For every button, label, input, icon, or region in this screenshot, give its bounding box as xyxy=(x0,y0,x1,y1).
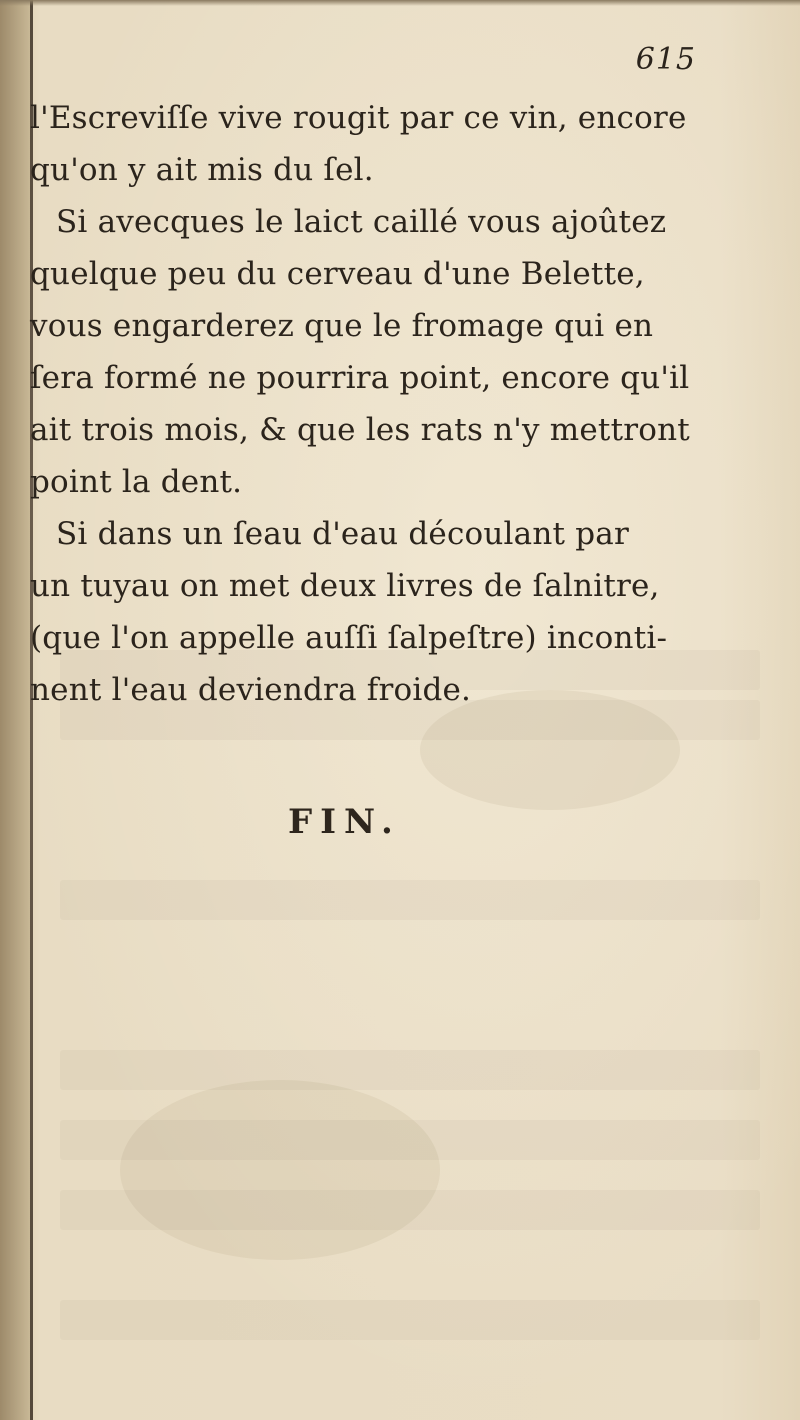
text-line: Si dans un ſeau d'eau découlant par xyxy=(56,516,629,552)
show-through-text xyxy=(60,1300,760,1340)
page-number: 615 xyxy=(635,42,696,77)
text-line: point la dent. xyxy=(30,464,243,500)
text-line: (que l'on appelle auſſi ſalpeſtre) inconti- xyxy=(30,620,668,656)
text-line: Si avecques le laict caillé vous ajoûtez xyxy=(56,204,667,240)
text-line: ſera formé ne pourrira point, encore qu'il xyxy=(30,360,690,396)
paragraph xyxy=(30,508,690,716)
text-line: l'Escreviſſe vive rougit par ce vin, encore xyxy=(30,100,687,136)
show-through-text xyxy=(60,1120,760,1160)
page-gutter xyxy=(0,0,30,1420)
paper-stain xyxy=(120,1080,440,1260)
colophon-fin: FIN. xyxy=(288,802,401,842)
body-text xyxy=(30,92,690,716)
show-through-text xyxy=(60,880,760,920)
text-line: vous engarderez que le fromage qui en xyxy=(30,308,654,344)
text-line: nent l'eau deviendra froide. xyxy=(30,672,472,708)
paragraph xyxy=(30,92,690,196)
text-line: un tuyau on met deux livres de ſalnitre, xyxy=(30,568,660,604)
show-through-text xyxy=(60,1050,760,1090)
text-line: quelque peu du cerveau d'une Belette, xyxy=(30,256,645,292)
show-through-text xyxy=(60,1190,760,1230)
paragraph xyxy=(30,196,690,508)
text-line: ait trois mois, & que les rats n'y mettront xyxy=(30,412,690,448)
top-edge-shadow xyxy=(0,0,800,6)
text-line: qu'on y ait mis du ſel. xyxy=(30,152,374,188)
